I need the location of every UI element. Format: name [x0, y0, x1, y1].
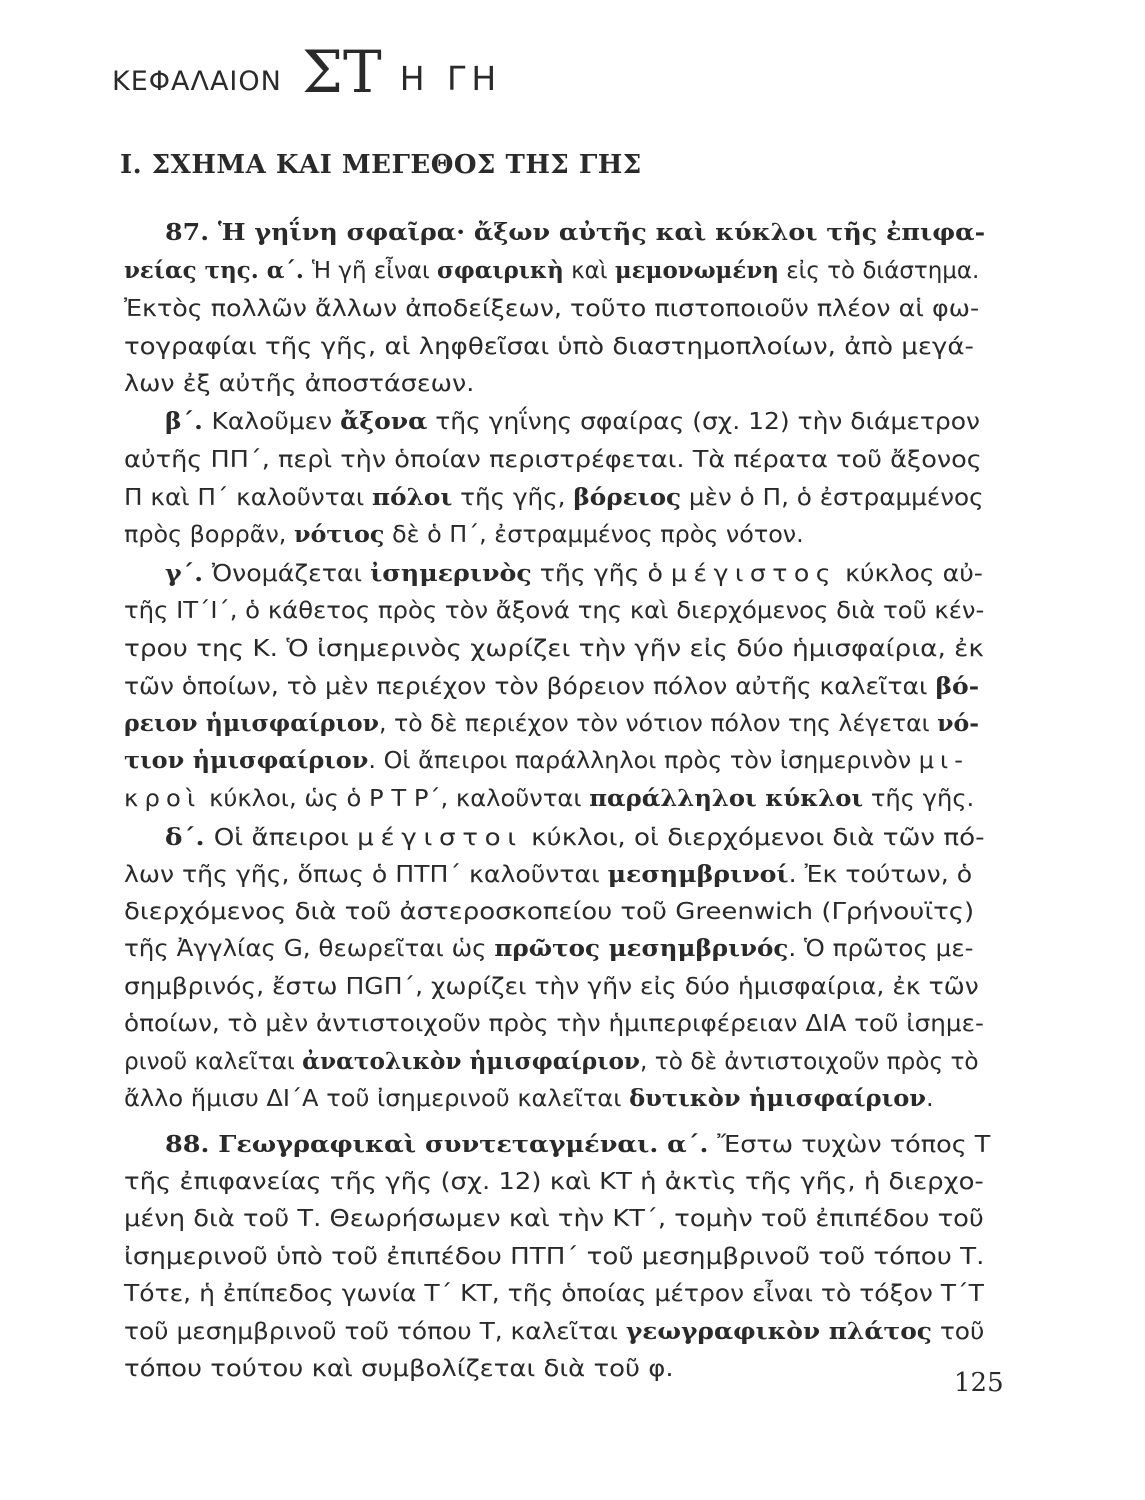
text-span: διερχόμενος διὰ τοῦ ἀστεροσκοπείου τοῦ Greenwich (Γρήνουϊτς): [124, 897, 975, 925]
text-line: [124, 1081, 934, 1115]
bold-text: δ΄.: [165, 823, 214, 851]
bold-text: βόρειος: [573, 483, 682, 511]
text-span: δὲ ὁ Π΄, ἐστραμμένος πρὸς νότον.: [384, 520, 804, 548]
chapter-title: Η ΓΗ: [399, 59, 503, 98]
bold-text: τιον ἡμισφαίριον: [124, 746, 369, 774]
text-line: [124, 593, 984, 627]
text-span: Οἱ ἄπειροι: [213, 823, 358, 851]
text-span: πρὸς βορρᾶν,: [124, 520, 294, 548]
bold-text: νό-: [937, 709, 980, 737]
text-span: εἰς τὸ διάστημα.: [778, 256, 980, 284]
bold-text: ρειον ἡμισφαίριον: [124, 709, 380, 737]
bold-text: νότιος: [293, 520, 385, 548]
bold-text: παράλληλοι κύκλοι: [589, 784, 864, 812]
bold-text: α΄.: [266, 256, 312, 284]
text-span: . Ἐκ τούτων, ὁ: [788, 860, 973, 888]
spaced-text: μέγιστος: [670, 559, 838, 587]
text-line: [124, 329, 974, 363]
spaced-text: μι-: [918, 746, 969, 774]
text-span: αὐτῆς ΠΠ΄, περὶ τὴν ὁποίαν περιστρέφεται. Τὰ πέρατα τοῦ ἄξονος: [124, 445, 982, 473]
text-span: κύκλοι, οἱ διερχόμενοι διὰ τῶν πό-: [522, 823, 985, 851]
text-line: [124, 253, 979, 287]
text-line: [124, 894, 974, 928]
text-span: , τὸ δὲ ἀντιστοιχοῦν πρὸς τὸ: [640, 1047, 979, 1075]
bold-text: δυτικὸν ἡμισφαίριον: [629, 1084, 927, 1112]
text-span: τογραφίαι τῆς γῆς, αἱ ληφθεῖσαι ὑπὸ διαστημοπλοίων, ἀπὸ μεγά-: [124, 332, 974, 360]
text-line: [165, 1127, 990, 1161]
text-span: καὶ: [563, 256, 615, 284]
text-line: [124, 669, 979, 703]
text-span: τῆς Ἀγγλίας G, θεωρεῖται ὡς: [124, 934, 495, 962]
text-span: . Οἱ ἄπειροι παράλληλοι πρὸς τὸν ἰσημερινὸν: [368, 746, 919, 774]
chapter-number: ΣΤ: [301, 38, 382, 106]
bold-text: 88. Γεωγραφικαὶ συντεταγμέναι.: [165, 1130, 668, 1158]
bold-text: μεμονωμένη: [614, 256, 779, 284]
text-line: [124, 857, 972, 891]
text-span: τῆς γῆς.: [863, 784, 975, 812]
text-span: κύκλοι, ὡς ὁ Ρ Τ Ρ΄, καλοῦνται: [201, 784, 590, 812]
text-span: σημβρινός, ἔστω ΠGΠ΄, χωρίζει τὴν γῆν εἰς δύο ἡμισφαίρια, ἐκ τῶν: [124, 972, 979, 1000]
text-line: [165, 820, 985, 854]
text-span: τόπου τούτου καὶ συμβολίζεται διὰ τοῦ φ.: [124, 1354, 674, 1382]
text-span: Ἡ γῆ εἶναι: [311, 256, 438, 284]
bold-text: ἄξονα: [340, 407, 428, 435]
text-line: [124, 1201, 984, 1235]
bold-text: ἰσημερινὸς: [370, 559, 532, 587]
text-span: Π καὶ Π΄ καλοῦνται: [124, 483, 373, 511]
bold-text: πρῶτος μεσημβρινός: [494, 934, 789, 962]
text-span: ὁποίων, τὸ μὲν ἀντιστοιχοῦν πρὸς τὴν ἡμιπεριφέρειαν ΔΙΑ τοῦ ἰσημε-: [124, 1009, 984, 1037]
bold-text: 87.: [165, 218, 218, 246]
text-span: . Ὁ πρῶτος με-: [788, 934, 974, 962]
text-line: [165, 215, 985, 249]
text-span: μὲν ὁ Π, ὁ ἐστραμμένος: [681, 483, 984, 511]
bold-text: α΄.: [667, 1130, 718, 1158]
text-line: [124, 1239, 984, 1273]
text-span: λων ἐξ αὐτῆς ἀποστάσεων.: [124, 369, 475, 397]
text-line: [124, 366, 474, 400]
text-line: [124, 1351, 674, 1385]
text-line: [124, 1164, 984, 1198]
bold-text: γεωγραφικὸν πλάτος: [625, 1317, 932, 1345]
text-span: ρινοῦ καλεῖται: [124, 1047, 303, 1075]
text-span: Ἔστω τυχὼν τόπος Τ: [717, 1130, 991, 1158]
text-span: τῆς γῆς,: [452, 483, 574, 511]
text-span: τῶν ὁποίων, τὸ μὲν περιέχον τὸν βόρειον πόλον αὐτῆς καλεῖται: [124, 672, 936, 700]
bold-text: Ἡ γηΐνη σφαῖρα· ἄξων αὐτῆς καὶ κύκλοι τῆς ἐπιφα-: [217, 218, 986, 246]
page-number: 125: [954, 1368, 1004, 1398]
text-span: Ἐκτὸς πολλῶν ἄλλων ἀποδείξεων, τοῦτο πιστοποιοῦν πλέον αἱ φω-: [124, 294, 980, 322]
text-line: [124, 969, 979, 1003]
text-line: [124, 1314, 984, 1348]
text-line: [124, 517, 804, 551]
text-line: [124, 743, 969, 777]
text-line: [124, 291, 979, 325]
text-line: [124, 1006, 984, 1040]
text-line: [124, 1276, 984, 1310]
bold-text: νείας της.: [124, 256, 267, 284]
text-span: .: [926, 1084, 934, 1112]
text-span: τῆς ἐπιφανείας τῆς γῆς (σχ. 12) καὶ ΚΤ ἡ ἀκτὶς τῆς γῆς, ἡ διερχο-: [124, 1167, 984, 1195]
text-span: Τότε, ἡ ἐπίπεδος γωνία Τ΄ ΚΤ, τῆς ὁποίας μέτρον εἶναι τὸ τόξον Τ΄Τ: [124, 1279, 984, 1307]
text-span: λων τῆς γῆς, ὅπως ὁ ΠΤΠ΄ καλοῦνται: [124, 860, 608, 888]
chapter-heading: [112, 38, 1012, 108]
bold-text: β΄.: [165, 407, 212, 435]
text-line: [124, 706, 979, 740]
text-span: τῆς ΙΤ΄Ι΄, ὁ κάθετος πρὸς τὸν ἄξονά της καὶ διερχόμενος διὰ τοῦ κέν-: [124, 596, 985, 624]
bold-text: σφαιρικὴ: [437, 256, 564, 284]
bold-text: γ΄.: [165, 559, 212, 587]
spaced-text: κροὶ: [124, 784, 202, 812]
spaced-text: μέγιστοι: [357, 823, 523, 851]
bold-text: πόλοι: [372, 483, 453, 511]
text-line: [124, 442, 982, 476]
bold-text: βό-: [935, 672, 980, 700]
text-span: τοῦ: [931, 1317, 985, 1345]
chapter-label: ΚΕΦΑΛΑΙΟΝ: [112, 66, 282, 97]
text-span: μένη διὰ τοῦ Τ. Θεωρήσωμεν καὶ τὴν ΚΤ΄, τομὴν τοῦ ἐπιπέδου τοῦ: [124, 1204, 984, 1232]
text-span: τρου της Κ. Ὁ ἰσημερινὸς χωρίζει τὴν γῆν εἰς δύο ἡμισφαίρια, ἐκ: [124, 634, 984, 662]
text-line: [124, 931, 973, 965]
bold-text: μεσημβρινοί: [607, 860, 789, 888]
text-line: [165, 404, 980, 438]
text-line: [124, 480, 984, 514]
text-span: Ὀνομάζεται: [211, 559, 371, 587]
text-span: ἄλλο ἥμισυ ΔΙ΄Α τοῦ ἰσημερινοῦ καλεῖται: [124, 1084, 630, 1112]
text-line: [165, 556, 983, 590]
text-span: Καλοῦμεν: [211, 407, 341, 435]
section-heading: Ι. ΣΧΗΜΑ ΚΑΙ ΜΕΓΕΘΟΣ ΤΗΣ ΓΗΣ: [120, 150, 642, 180]
text-span: τοῦ μεσημβρινοῦ τοῦ τόπου Τ, καλεῖται: [124, 1317, 626, 1345]
text-line: [124, 631, 984, 665]
text-line: [124, 1044, 979, 1078]
text-line: [124, 781, 974, 815]
text-span: ἰσημερινοῦ ὑπὸ τοῦ ἐπιπέδου ΠΤΠ΄ τοῦ μεσημβρινοῦ τοῦ τόπου Τ.: [124, 1242, 985, 1270]
text-span: τῆς γῆς ὁ: [531, 559, 671, 587]
text-span: τῆς γηΐνης σφαίρας (σχ. 12) τὴν διάμετρον: [427, 407, 980, 435]
text-span: κύκλος αὐ-: [837, 559, 983, 587]
text-span: , τὸ δὲ περιέχον τὸν νότιον πόλον της λέγεται: [379, 709, 938, 737]
bold-text: ἀνατολικὸν ἡμισφαίριον: [302, 1047, 641, 1075]
